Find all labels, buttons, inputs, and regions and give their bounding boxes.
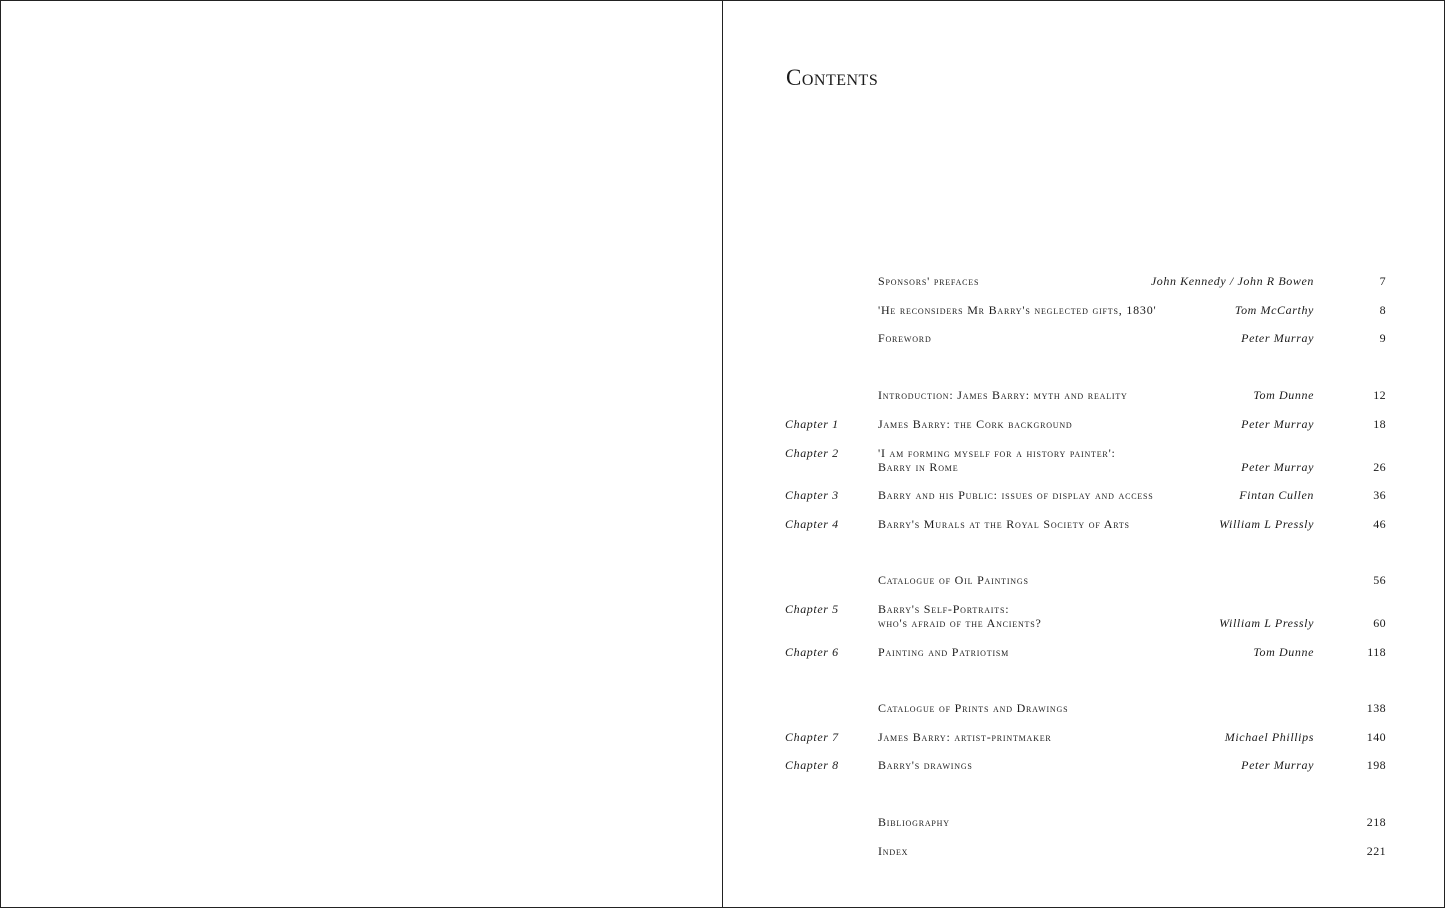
toc-entry-author: Tom McCarthy [1234, 303, 1314, 317]
toc-page-number: 198 [1366, 758, 1386, 772]
toc-entry-title [878, 517, 1130, 531]
toc-entry-title [878, 758, 973, 772]
toc-title-line: Barry in Rome [878, 460, 959, 474]
toc-entry-author: Peter Murray [1241, 758, 1314, 772]
toc-entry-title [878, 815, 950, 829]
toc-entry-author: William L Pressly [1219, 517, 1314, 531]
toc-page-number: 9 [1379, 331, 1386, 345]
toc-entry-author: Peter Murray [1241, 460, 1314, 474]
toc-title-line: Barry and his Public: issues of display and access [878, 488, 1154, 502]
toc-entry-author: Tom Dunne [1253, 388, 1314, 402]
toc-entry-title [878, 303, 1157, 317]
toc-entry-author: William L Pressly [1219, 616, 1314, 630]
toc-entry-author: Tom Dunne [1253, 645, 1314, 659]
toc-chapter-label: Chapter 1 [785, 417, 839, 431]
toc-chapter-label: Chapter 3 [785, 488, 839, 502]
toc-page-number: 7 [1379, 274, 1386, 288]
toc-title-line: Catalogue of Prints and Drawings [878, 701, 1069, 715]
toc-title-line: Barry's drawings [878, 758, 973, 772]
toc-title-line: 'He reconsiders Mr Barry's neglected gifts, 1830' [878, 303, 1157, 317]
toc-title-line: Index [878, 844, 909, 858]
toc-entry-title [878, 602, 1042, 630]
toc-chapter-label: Chapter 4 [785, 517, 839, 531]
toc-entry-title [878, 417, 1073, 431]
toc-page-number: 8 [1379, 303, 1386, 317]
toc-entry-title [878, 701, 1068, 715]
toc-page-number: 60 [1373, 616, 1386, 630]
toc-entry-title [878, 331, 932, 345]
toc-title-line: James Barry: the Cork background [878, 417, 1073, 431]
toc-entry-title [878, 645, 1009, 659]
toc-entry-author: Peter Murray [1241, 417, 1314, 431]
toc-chapter-label: Chapter 2 [785, 446, 839, 460]
toc-entry-title [878, 844, 908, 858]
toc-page-number: 56 [1373, 573, 1386, 587]
toc-page-number: 18 [1373, 417, 1386, 431]
toc-page-number: 26 [1373, 460, 1386, 474]
toc-title-line: Barry's Self-Portraits: [878, 602, 1010, 616]
toc-entry-title [878, 730, 1052, 744]
toc-page-number: 218 [1366, 815, 1386, 829]
toc-chapter-label: Chapter 8 [785, 758, 839, 772]
toc-entry-title [878, 573, 1029, 587]
toc-title-line: 'I am forming myself for a history painter': [878, 446, 1116, 460]
toc-page-number: 118 [1367, 645, 1386, 659]
toc-page-number: 221 [1366, 844, 1386, 858]
toc-page-number: 36 [1373, 488, 1386, 502]
toc-entry-author: Fintan Cullen [1239, 488, 1314, 502]
toc-title-line: James Barry: artist-printmaker [878, 730, 1052, 744]
table-of-contents [723, 1, 1445, 909]
toc-page-number: 138 [1366, 701, 1386, 715]
toc-title-line: Foreword [878, 331, 932, 345]
toc-entry-title [878, 488, 1154, 502]
toc-entry-author: Michael Phillips [1224, 730, 1314, 744]
toc-title-line: who's afraid of the Ancients? [878, 616, 1042, 630]
toc-entry-title [878, 274, 979, 288]
toc-chapter-label: Chapter 5 [785, 602, 839, 616]
right-page-contents [723, 0, 1445, 908]
toc-title-line: Painting and Patriotism [878, 645, 1010, 659]
toc-title-line: Sponsors' prefaces [878, 274, 980, 288]
toc-title-line: Introduction: James Barry: myth and reality [878, 388, 1128, 402]
contents-heading: Contents [786, 65, 879, 90]
toc-entry-title [878, 446, 1116, 474]
toc-title-line: Bibliography [878, 815, 950, 829]
toc-entry-title [878, 388, 1128, 402]
toc-entry-author: John Kennedy / John R Bowen [1150, 274, 1314, 288]
toc-page-number: 46 [1373, 517, 1386, 531]
toc-title-line: Catalogue of Oil Paintings [878, 573, 1029, 587]
toc-title-line: Barry's Murals at the Royal Society of Arts [878, 517, 1130, 531]
toc-chapter-label: Chapter 6 [785, 645, 839, 659]
toc-page-number: 12 [1373, 388, 1386, 402]
left-page-blank [0, 0, 723, 908]
toc-page-number: 140 [1366, 730, 1386, 744]
toc-chapter-label: Chapter 7 [785, 730, 839, 744]
toc-entry-author: Peter Murray [1241, 331, 1314, 345]
